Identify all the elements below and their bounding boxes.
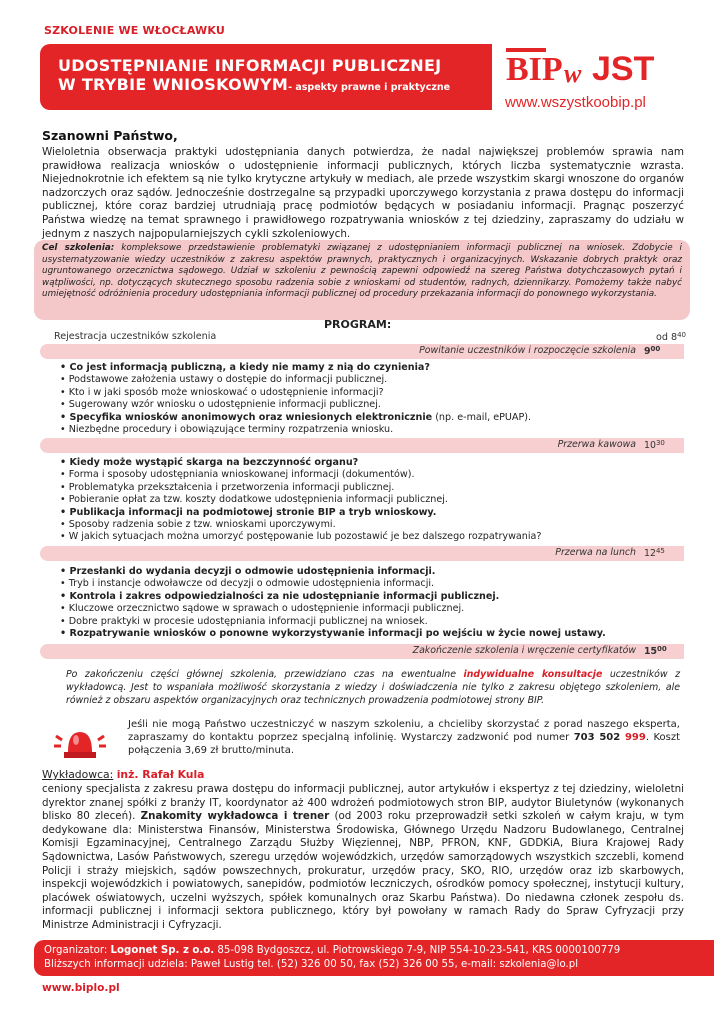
goal-box xyxy=(34,240,690,320)
logo-w-text: w xyxy=(564,59,582,88)
title-line-2-text: W TRYBIE WNIOSKOWYM xyxy=(58,75,289,94)
title-subtitle: - aspekty prawne i praktyczne xyxy=(288,82,451,93)
schedule-bar-label: Przerwa kawowa xyxy=(557,439,636,450)
list-item: • Pobieranie opłat za tzw. koszty dodatkowe udostępnienia informacji publicznej. xyxy=(60,494,680,506)
schedule-bar-label: Przerwa na lunch xyxy=(555,547,636,558)
consult-highlight: indywidualne konsultacje xyxy=(463,669,603,680)
title-line-2 xyxy=(58,75,474,97)
list-item: • Tryb i instancje odwoławcze od decyzji o odmowie udostępnienia informacji. xyxy=(60,578,680,590)
list-item: • Kiedy może wystąpić skarga na bezczynność organu? xyxy=(60,457,680,469)
schedule-bar-min: 00 xyxy=(657,645,667,653)
bio-part-2: (od 2003 roku przeprowadził setki szkoleń w całym kraju, w tym dedykowane dla: Ministerstwa Finansów, Ministerstwa Środowiska, Głównego Urzędu Nadzoru Budowlanego, Centralnej Komisji Egzaminacyjnej, Centralnego Zarządu Służby Więziennej, NBP, PFRON, KNF, GDDKiA, Biura Krajowej Rady Sądownictwa, Lasów Państwowych, szeregu urzędów wojewódzkich, urzędów samorządowych wszystkich szczebli, komend Policji i straży miejskich, sądów powszechnych, prokuratur, urzędów pracy, SKO, RIO, urzędów oraz izb skarbowych, inspekcji wojewódzkich i powiatowych, sanepidów, podmiotów leczniczych, ośrodków pomocy społecznej, instytucji kultury, placówek oświatowych, uczelni wyższych, spółek komunalnych oraz Skarbu Państwa). Do niedawna członek zespołu ds. informacji publicznej i informacji sektora publicznego, który był powołany w ramach Rady do Spraw Cyfryzacji przy Ministrze Administracji i Cyfryzacji. xyxy=(42,810,684,931)
list-item: • W jakich sytuacjach można umorzyć postępowanie lub pozostawić je bez dalszego rozpatrywania? xyxy=(60,531,680,543)
greeting: Szanowni Państwo, xyxy=(42,128,178,143)
schedule-bar-min: 00 xyxy=(650,345,661,353)
program-block-3 xyxy=(60,566,680,640)
list-item: • Publikacja informacji na podmiotowej stronie BIP a tryb wnioskowy. xyxy=(60,507,680,519)
hotline-number-red: 999 xyxy=(624,732,646,743)
list-item xyxy=(60,412,680,424)
bio-part-1: ceniony specjalista z zakresu prawa dostępu do informacji publicznej, autor artykułów i ekspertyz z tej dziedziny, wieloletni dyrektor znanej spółki z branży IT, koordynator aż 400 wdrożeń podmiotowych stron BIP, audytor Biuletynów (wykonanych blisko 80 zleceń). xyxy=(42,783,684,823)
footer-banner xyxy=(34,940,714,976)
schedule-bar-coffee xyxy=(40,438,684,453)
schedule-bar-min: 30 xyxy=(655,439,665,447)
title-line-1: UDOSTĘPNIANIE INFORMACJI PUBLICZNEJ xyxy=(58,56,442,75)
program-block-1 xyxy=(60,362,680,436)
list-item: • Kto i w jaki sposób może wnioskować o udostępnienie informacji? xyxy=(60,387,680,399)
footer-org: Logonet Sp. z o.o. xyxy=(110,945,215,956)
consult-before: Po zakończeniu części głównej szkolenia, przewidziano czas na ewentualne xyxy=(66,669,464,680)
hotline-number-main: 703 502 xyxy=(573,732,625,743)
list-item: • Co jest informacją publiczną, a kiedy nie mamy z nią do czynienia? xyxy=(60,362,680,374)
list-item: • Problematyka przekształcenia i przetworzenia informacji publicznej. xyxy=(60,482,680,494)
list-item: • Kontrola i zakres odpowiedzialności za nie udostępnianie informacji publicznej. xyxy=(60,591,680,603)
schedule-bar-welcome xyxy=(40,344,684,359)
list-item-text: Specyfika wniosków anonimowych oraz wniesionych elektronicznie xyxy=(69,411,433,423)
list-item: • Forma i sposoby udostępniania wnioskowanej informacji (dokumentów). xyxy=(60,469,680,481)
list-item: • Dobre praktyki w procesie udostępniania informacji publicznej na wniosek. xyxy=(60,616,680,628)
logo-bip-text: BIP xyxy=(506,51,563,88)
consult-after: uczestników z wykładowcą. Jest to wspaniała możliwość skorzystania z wiedzy i doświadczenia nie tylko z zakresu objętego szkoleniem, ale również z obszaru aspektów organizacyjnych oraz technicznych prowadzenia podmiotowej strony BIP. xyxy=(66,669,681,706)
lecturer-label: Wykładowca: xyxy=(42,768,114,781)
registration-time-prefix: od 8 xyxy=(655,332,678,343)
schedule-bar-lunch xyxy=(40,546,684,561)
footer-prefix: Organizator: xyxy=(44,945,111,956)
site-link[interactable]: www.biplo.pl xyxy=(42,982,120,994)
program-block-2 xyxy=(60,457,680,544)
list-item: • Kluczowe orzecznictwo sądowe w sprawach o udostępnienie informacji publicznej. xyxy=(60,603,680,615)
schedule-bar-time xyxy=(644,547,684,559)
list-item: • Niezbędne procedury i obowiązujące terminy rozpatrzenia wniosku. xyxy=(60,424,680,436)
schedule-bar-hour: 10 xyxy=(644,440,656,451)
top-tag: SZKOLENIE WE WŁOCŁAWKU xyxy=(44,24,226,37)
program-title: PROGRAM: xyxy=(324,318,392,331)
bio-bold: Znakomity wykładowca i trener xyxy=(140,810,330,823)
schedule-bar-label: Zakończenie szkolenia i wręczenie certyfikatów xyxy=(412,645,636,656)
list-item-extra: (np. e-mail, ePUAP). xyxy=(432,411,532,423)
hotline-info xyxy=(128,718,680,757)
schedule-bar-time xyxy=(644,345,684,357)
list-item: • Przesłanki do wydania decyzji o odmowie udostępnienia informacji. xyxy=(60,566,680,578)
list-item: • Rozpatrywanie wniosków o ponowne wykorzystywanie informacji po wejściu w życie nowej ustawy. xyxy=(60,628,680,640)
schedule-bar-closing xyxy=(40,644,684,659)
list-item: • Sposoby radzenia sobie z tzw. wnioskami uporczywymi. xyxy=(60,519,680,531)
schedule-bar-hour: 15 xyxy=(644,646,658,657)
schedule-bar-time xyxy=(644,439,684,451)
list-item: • Sugerowany wzór wniosku o udostępnienie informacji publicznej. xyxy=(60,399,680,411)
schedule-bar-time xyxy=(644,645,684,657)
hotline-number[interactable] xyxy=(574,732,646,743)
hotline-after: . Koszt połączenia 3,69 zł brutto/minuta. xyxy=(128,732,681,756)
lecturer-heading xyxy=(42,768,204,781)
logo-jst-text: JST xyxy=(592,50,655,88)
schedule-bar-hour: 12 xyxy=(644,548,656,559)
bip-logo-icon xyxy=(500,44,690,96)
goal-label: Cel szkolenia: xyxy=(42,243,115,253)
list-item: • Podstawowe założenia ustawy o dostępie do informacji publicznej. xyxy=(60,374,680,386)
title-banner xyxy=(40,44,492,110)
registration-time xyxy=(656,331,686,343)
schedule-bar-hour: 9 xyxy=(644,346,651,357)
goal-text: kompleksowe przedstawienie problematyki związanej z udostępnianiem informacji publicznej na wniosek. Zdobycie i usystematyzowanie wiedzy uczestników z zakresu aspektów prawnych, praktycznych i organizacyjnych. Wskazanie dobrych praktyk oraz ugruntowanego orzecznictwa sądowego. Udział w szkoleniu z pewnością zapewni odpowiedź na szereg Państwa dotychczasowych pytań i wątpliwości, np. dotyczących skutecznego sposobu radzenia sobie z wnioskami od studentów, radnych, dziennikarzy. Pomożemy także nabyć umiejętność odróżnienia procedury udostępniania informacji publicznej od procedury przekazania informacji do ponownego wykorzystania. xyxy=(42,243,682,300)
footer-line-1 xyxy=(44,944,704,958)
footer-line-2: Bliższych informacji udziela: Paweł Lustig tel. (52) 326 00 50, fax (52) 326 00 55, e-mail: szkolenia@lo.pl xyxy=(44,959,579,970)
consultation-note xyxy=(66,668,680,707)
intro-paragraph: Wieloletnia obserwacja praktyki udostępniania danych potwierdza, że nadal największej problemów sprawia nam prawidłowa realizacja wniosków o udostępnienie informacji publicznych, których liczba systematycznie wzrasta. Niejednokrotnie ich efektem są nie tylko krytyczne artykuły w mediach, ale przede wszystkim skargi wnoszone do organów nadzorczych oraz sądów. Jednocześnie dostrzegalne są przypadki uporczywego korzystania z prawa dostępu do informacji publicznej, które coraz bardziej utrudniają pracę podmiotów będących w posiadaniu informacji. Pragnąc poszerzyć Państwa wiedzę na temat sprawnego i prawidłowego rozpatrywania wniosków z tej dziedziny, zapraszamy do udziału w jednym z naszych najpopularniejszych cykli szkoleniowych. xyxy=(42,146,684,240)
footer-address: 85-098 Bydgoszcz, ul. Piotrowskiego 7-9, NIP 554-10-23-541, KRS 0000100779 xyxy=(214,945,621,956)
registration-row xyxy=(54,331,686,342)
lecturer-name: inż. Rafał Kula xyxy=(116,768,205,781)
schedule-bar-min: 45 xyxy=(655,547,665,555)
lecturer-bio xyxy=(42,783,684,933)
registration-time-sup: 40 xyxy=(677,331,686,339)
siren-icon xyxy=(52,722,108,762)
logo-url[interactable]: www.wszystkoobip.pl xyxy=(505,94,646,111)
registration-label: Rejestracja uczestników szkolenia xyxy=(54,331,217,342)
hotline-text: Jeśli nie mogą Państwo uczestniczyć w naszym szkoleniu, a chcieliby skorzystać z porad naszego eksperta, zapraszamy do kontaktu poprzez specjalną infolinię. Wystarczy zadzwonić pod numer xyxy=(128,719,680,743)
schedule-bar-label: Powitanie uczestników i rozpoczęcie szkolenia xyxy=(419,345,636,356)
